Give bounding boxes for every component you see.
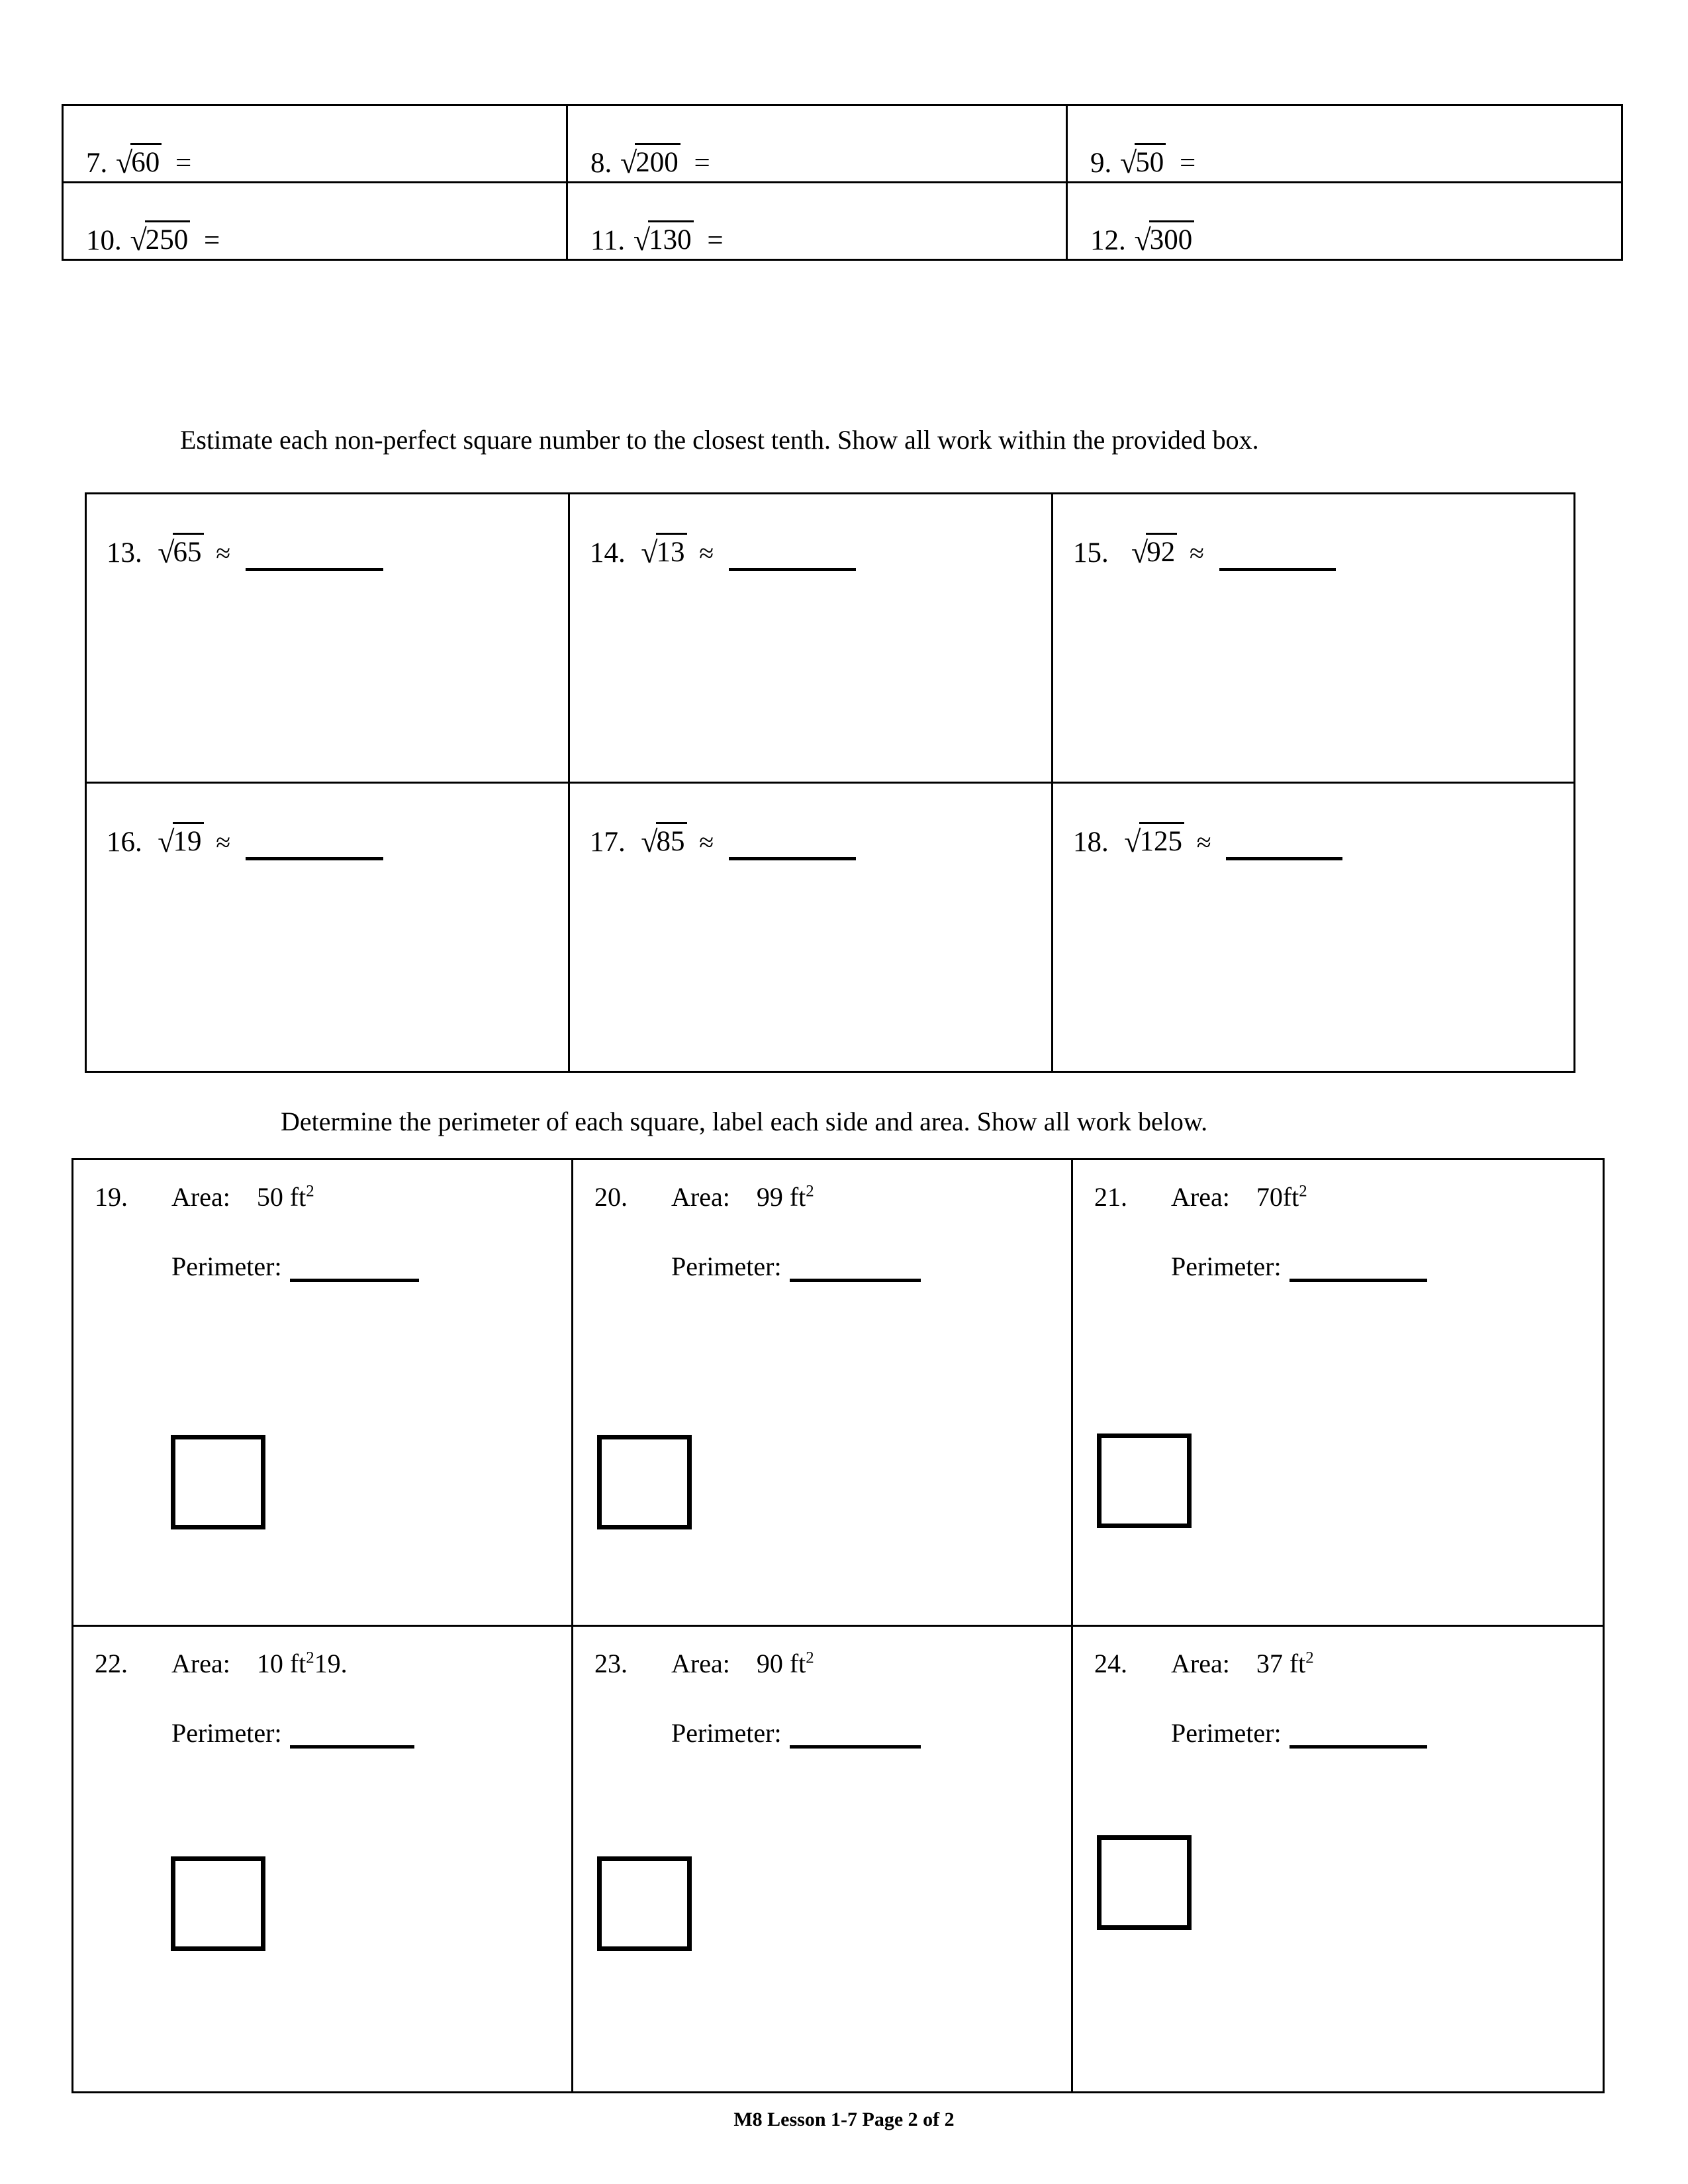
radical-sign: √ bbox=[641, 535, 658, 569]
answer-blank[interactable] bbox=[1219, 548, 1336, 571]
cell-question-16[interactable] bbox=[86, 783, 569, 1072]
radicand: 125 bbox=[1139, 822, 1185, 860]
cell-question-12[interactable] bbox=[1067, 183, 1622, 260]
area-label-19 bbox=[171, 1181, 314, 1212]
cell-question-20[interactable] bbox=[573, 1160, 1072, 1626]
answer-blank[interactable] bbox=[246, 837, 383, 860]
area-value: 70ft bbox=[1256, 1182, 1299, 1212]
question-number: 19. bbox=[95, 1182, 128, 1212]
table-row bbox=[73, 1626, 1604, 2093]
question-number: 20. bbox=[594, 1182, 628, 1212]
radical-expression bbox=[115, 143, 162, 181]
area-value: 10 ft bbox=[256, 1649, 306, 1678]
perimeter-label: Perimeter: bbox=[1171, 1718, 1282, 1748]
table-row bbox=[86, 494, 1575, 783]
equals-sign: = bbox=[694, 148, 710, 179]
cell-question-17[interactable] bbox=[569, 783, 1053, 1072]
approx-sign: ≈ bbox=[216, 538, 231, 568]
area-exponent: 2 bbox=[306, 1649, 314, 1667]
square-shape-24 bbox=[1097, 1835, 1192, 1930]
radical-sign: √ bbox=[158, 535, 175, 569]
radical-expression bbox=[1123, 822, 1184, 860]
question-number: 7. bbox=[86, 148, 108, 179]
perimeter-blank[interactable] bbox=[290, 1259, 419, 1282]
radical-sign: √ bbox=[641, 825, 658, 858]
radicand: 50 bbox=[1135, 143, 1166, 181]
radical-expression bbox=[1119, 143, 1166, 181]
page-footer: M8 Lesson 1-7 Page 2 of 2 bbox=[733, 2109, 955, 2130]
roots-table bbox=[62, 104, 1623, 261]
question-16 bbox=[107, 822, 383, 860]
radical-expression bbox=[156, 822, 203, 860]
radical-sign: √ bbox=[620, 146, 637, 179]
area-value: 50 ft bbox=[256, 1182, 306, 1212]
perimeter-label-19 bbox=[171, 1251, 419, 1282]
approx-sign: ≈ bbox=[1190, 538, 1204, 568]
table-row bbox=[63, 183, 1622, 260]
perimeter-blank[interactable] bbox=[1289, 1259, 1427, 1282]
cell-question-10[interactable] bbox=[63, 183, 567, 260]
cell-question-22[interactable] bbox=[73, 1626, 573, 2093]
cell-question-13[interactable] bbox=[86, 494, 569, 783]
cell-question-23[interactable] bbox=[573, 1626, 1072, 2093]
answer-blank[interactable] bbox=[729, 548, 856, 571]
area-label: Area: bbox=[171, 1649, 230, 1678]
perimeter-blank[interactable] bbox=[1289, 1725, 1427, 1749]
question-number: 18. bbox=[1073, 827, 1109, 858]
radicand: 300 bbox=[1149, 220, 1195, 258]
perimeter-label: Perimeter: bbox=[671, 1251, 782, 1281]
question-number: 14. bbox=[590, 537, 626, 569]
question-13 bbox=[107, 533, 383, 571]
radicand: 85 bbox=[656, 822, 687, 860]
question-number: 24. bbox=[1094, 1649, 1127, 1678]
square-shape-23 bbox=[597, 1856, 692, 1951]
square-shape-19 bbox=[171, 1435, 265, 1529]
area-label: Area: bbox=[671, 1182, 730, 1212]
question-number: 11. bbox=[590, 225, 626, 256]
area-exponent: 2 bbox=[306, 1182, 314, 1201]
radical-expression bbox=[639, 822, 686, 860]
question-11 bbox=[590, 220, 724, 259]
question-9 bbox=[1090, 143, 1196, 181]
radicand: 19 bbox=[173, 822, 204, 860]
area-value: 37 ft bbox=[1256, 1649, 1306, 1678]
area-exponent: 2 bbox=[1299, 1182, 1307, 1201]
question-number: 15. bbox=[1073, 537, 1109, 569]
question-number: 22. bbox=[95, 1649, 128, 1678]
radical-sign: √ bbox=[158, 825, 175, 858]
perimeter-blank[interactable] bbox=[290, 1725, 414, 1749]
approx-sign: ≈ bbox=[216, 827, 231, 857]
radical-sign: √ bbox=[1124, 825, 1141, 858]
question-number: 13. bbox=[107, 537, 142, 569]
area-exponent: 2 bbox=[806, 1649, 814, 1667]
area-label-24 bbox=[1171, 1648, 1314, 1679]
area-label: Area: bbox=[671, 1649, 730, 1678]
perimeter-label: Perimeter: bbox=[671, 1718, 782, 1748]
cell-question-11[interactable] bbox=[567, 183, 1067, 260]
area-label: Area: bbox=[1171, 1649, 1230, 1678]
radical-sign: √ bbox=[1120, 146, 1137, 179]
question-number: 21. bbox=[1094, 1182, 1127, 1212]
cell-question-8[interactable] bbox=[567, 105, 1067, 183]
approx-sign: ≈ bbox=[699, 538, 714, 568]
radical-sign: √ bbox=[1134, 223, 1151, 257]
cell-question-18[interactable] bbox=[1053, 783, 1575, 1072]
answer-blank[interactable] bbox=[246, 548, 383, 571]
question-number: 9. bbox=[1090, 148, 1112, 179]
answer-blank[interactable] bbox=[1226, 837, 1342, 860]
perimeter-label-24 bbox=[1171, 1717, 1427, 1749]
radicand: 60 bbox=[130, 143, 162, 181]
cell-question-7[interactable] bbox=[63, 105, 567, 183]
perimeter-label-23 bbox=[671, 1717, 921, 1749]
radicand: 65 bbox=[173, 533, 204, 570]
instruction-perimeter: Determine the perimeter of each square, label each side and area. Show all work below. bbox=[281, 1107, 1208, 1136]
area-label: Area: bbox=[1171, 1182, 1230, 1212]
radical-expression bbox=[129, 220, 191, 259]
radical-sign: √ bbox=[130, 223, 147, 257]
perimeter-label-22 bbox=[171, 1717, 414, 1749]
table-row bbox=[73, 1160, 1604, 1626]
approx-sign: ≈ bbox=[699, 827, 714, 857]
perimeter-label-21 bbox=[1171, 1251, 1427, 1282]
area-label-23 bbox=[671, 1648, 814, 1679]
square-shape-22 bbox=[171, 1856, 265, 1951]
approx-sign: ≈ bbox=[1196, 827, 1211, 857]
radicand: 130 bbox=[648, 220, 694, 258]
area-label: Area: bbox=[171, 1182, 230, 1212]
question-14 bbox=[590, 533, 856, 571]
cell-question-14[interactable] bbox=[569, 494, 1053, 783]
question-number: 12. bbox=[1090, 225, 1126, 256]
table-row bbox=[86, 783, 1575, 1072]
table-row bbox=[63, 105, 1622, 183]
question-7 bbox=[86, 143, 191, 181]
perimeter-label: Perimeter: bbox=[1171, 1251, 1282, 1281]
radical-expression bbox=[156, 533, 203, 571]
radical-sign: √ bbox=[116, 146, 133, 179]
equals-sign: = bbox=[707, 225, 724, 256]
area-label-20 bbox=[671, 1181, 814, 1212]
cell-question-24[interactable] bbox=[1072, 1626, 1604, 2093]
radicand: 200 bbox=[635, 143, 680, 181]
equals-sign: = bbox=[204, 225, 220, 256]
question-17 bbox=[590, 822, 856, 860]
area-value: 99 ft bbox=[756, 1182, 806, 1212]
question-10 bbox=[86, 220, 220, 259]
area-suffix: 19. bbox=[314, 1649, 348, 1678]
question-12 bbox=[1090, 220, 1208, 259]
perimeter-blank[interactable] bbox=[790, 1259, 921, 1282]
instruction-estimate: Estimate each non-perfect square number to the closest tenth. Show all work within the provided box. bbox=[180, 425, 1259, 455]
radicand: 92 bbox=[1146, 533, 1177, 570]
area-exponent: 2 bbox=[1305, 1649, 1314, 1667]
equals-sign: = bbox=[1180, 148, 1196, 179]
area-exponent: 2 bbox=[806, 1182, 814, 1201]
radical-expression bbox=[1130, 533, 1177, 571]
radicand: 13 bbox=[656, 533, 687, 570]
equals-sign: = bbox=[175, 148, 192, 179]
radical-expression bbox=[632, 220, 694, 259]
question-18 bbox=[1073, 822, 1342, 860]
answer-blank[interactable] bbox=[729, 837, 856, 860]
radical-expression bbox=[639, 533, 686, 571]
question-8 bbox=[590, 143, 710, 181]
question-number: 16. bbox=[107, 827, 142, 858]
cell-question-9[interactable] bbox=[1067, 105, 1622, 183]
cell-question-19[interactable] bbox=[73, 1160, 573, 1626]
radical-sign: √ bbox=[633, 223, 651, 257]
question-number: 10. bbox=[86, 225, 122, 256]
radical-sign: √ bbox=[1131, 535, 1149, 569]
cell-question-15[interactable] bbox=[1053, 494, 1575, 783]
cell-question-21[interactable] bbox=[1072, 1160, 1604, 1626]
question-number: 17. bbox=[590, 827, 626, 858]
radical-expression bbox=[1133, 220, 1195, 259]
question-number: 23. bbox=[594, 1649, 628, 1678]
perimeter-label-20 bbox=[671, 1251, 921, 1282]
radicand: 250 bbox=[145, 220, 191, 258]
perimeter-label: Perimeter: bbox=[171, 1718, 282, 1748]
radical-expression bbox=[619, 143, 680, 181]
question-15 bbox=[1073, 533, 1336, 571]
area-label-21 bbox=[1171, 1181, 1307, 1212]
square-shape-20 bbox=[597, 1435, 692, 1529]
perimeter-blank[interactable] bbox=[790, 1725, 921, 1749]
area-value: 90 ft bbox=[756, 1649, 806, 1678]
estimate-table bbox=[85, 492, 1575, 1073]
area-label-22 bbox=[171, 1648, 348, 1679]
perimeter-table bbox=[71, 1158, 1605, 2093]
perimeter-label: Perimeter: bbox=[171, 1251, 282, 1281]
square-shape-21 bbox=[1097, 1433, 1192, 1528]
question-number: 8. bbox=[590, 148, 612, 179]
